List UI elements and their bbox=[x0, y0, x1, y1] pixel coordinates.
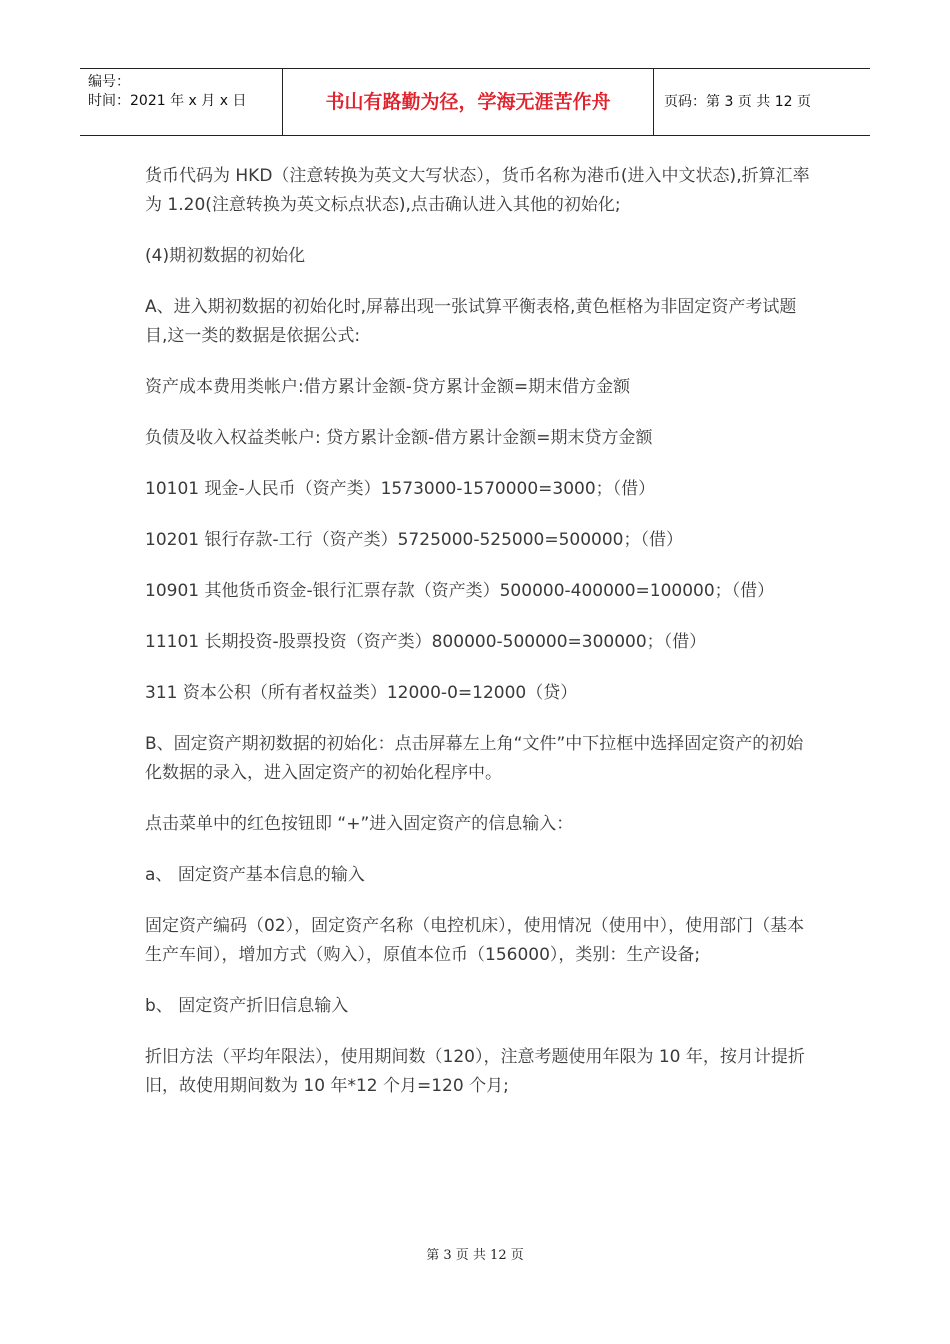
account-entry: 10901 其他货币资金-银行汇票存款（资产类）500000-400000=100000；（借） bbox=[145, 581, 775, 601]
account-entry: 11101 长期投资-股票投资（资产类）800000-500000=300000；（借） bbox=[145, 632, 707, 652]
document-body bbox=[145, 162, 810, 1123]
paragraph: 货币代码为 HKD（注意转换为英文大写状态），货币名称为港币(进入中文状态),折算汇率为 1.20(注意转换为英文标点状态),点击确认进入其他的初始化; bbox=[145, 166, 810, 215]
paragraph: 固定资产编码（02），固定资产名称（电控机床），使用情况（使用中），使用部门（基本生产车间），增加方式（购入），原值本位币（156000），类别：生产设备; bbox=[145, 916, 805, 965]
paragraph: 点击菜单中的红色按钮即 “+”进入固定资产的信息输入： bbox=[145, 814, 574, 834]
header-motto: 书山有路勤为径，学海无涯苦作舟 bbox=[282, 69, 654, 135]
header-meta bbox=[80, 69, 282, 135]
account-entry: 311 资本公积（所有者权益类）12000-0=12000（贷） bbox=[145, 683, 578, 703]
sub-heading: b、 固定资产折旧信息输入 bbox=[145, 996, 349, 1016]
paragraph: A、进入期初数据的初始化时,屏幕出现一张试算平衡表格,黄色框格为非固定资产考试题目,这一类的数据是依据公式: bbox=[145, 297, 797, 346]
paragraph: 折旧方法（平均年限法），使用期间数（120），注意考题使用年限为 10 年，按月计提折旧，故使用期间数为 10 年*12 个月=120 个月; bbox=[145, 1047, 805, 1096]
sub-heading: a、 固定资产基本信息的输入 bbox=[145, 865, 365, 885]
document-header bbox=[80, 68, 870, 136]
account-entry: 10201 银行存款-工行（资产类）5725000-525000=500000；（借） bbox=[145, 530, 683, 550]
formula-liability: 负债及收入权益类帐户: 贷方累计金额-借方累计金额=期末贷方金额 bbox=[145, 428, 653, 448]
header-page-info: 页码：第 3 页 共 12 页 bbox=[664, 94, 811, 110]
paragraph: B、固定资产期初数据的初始化：点击屏幕左上角“文件”中下拉框中选择固定资产的初始化数据的录入，进入固定资产的初始化程序中。 bbox=[145, 734, 804, 783]
page-footer: 第 3 页 共 12 页 bbox=[426, 1248, 524, 1263]
serial-number-label: 编号： bbox=[88, 74, 130, 90]
date-label: 时间：2021 年 x 月 x 日 bbox=[88, 93, 247, 109]
formula-asset: 资产成本费用类帐户:借方累计金额-贷方累计金额=期末借方金额 bbox=[145, 377, 631, 397]
account-entry: 10101 现金-人民币（资产类）1573000-1570000=3000；（借） bbox=[145, 479, 656, 499]
section-heading: (4)期初数据的初始化 bbox=[145, 246, 306, 266]
